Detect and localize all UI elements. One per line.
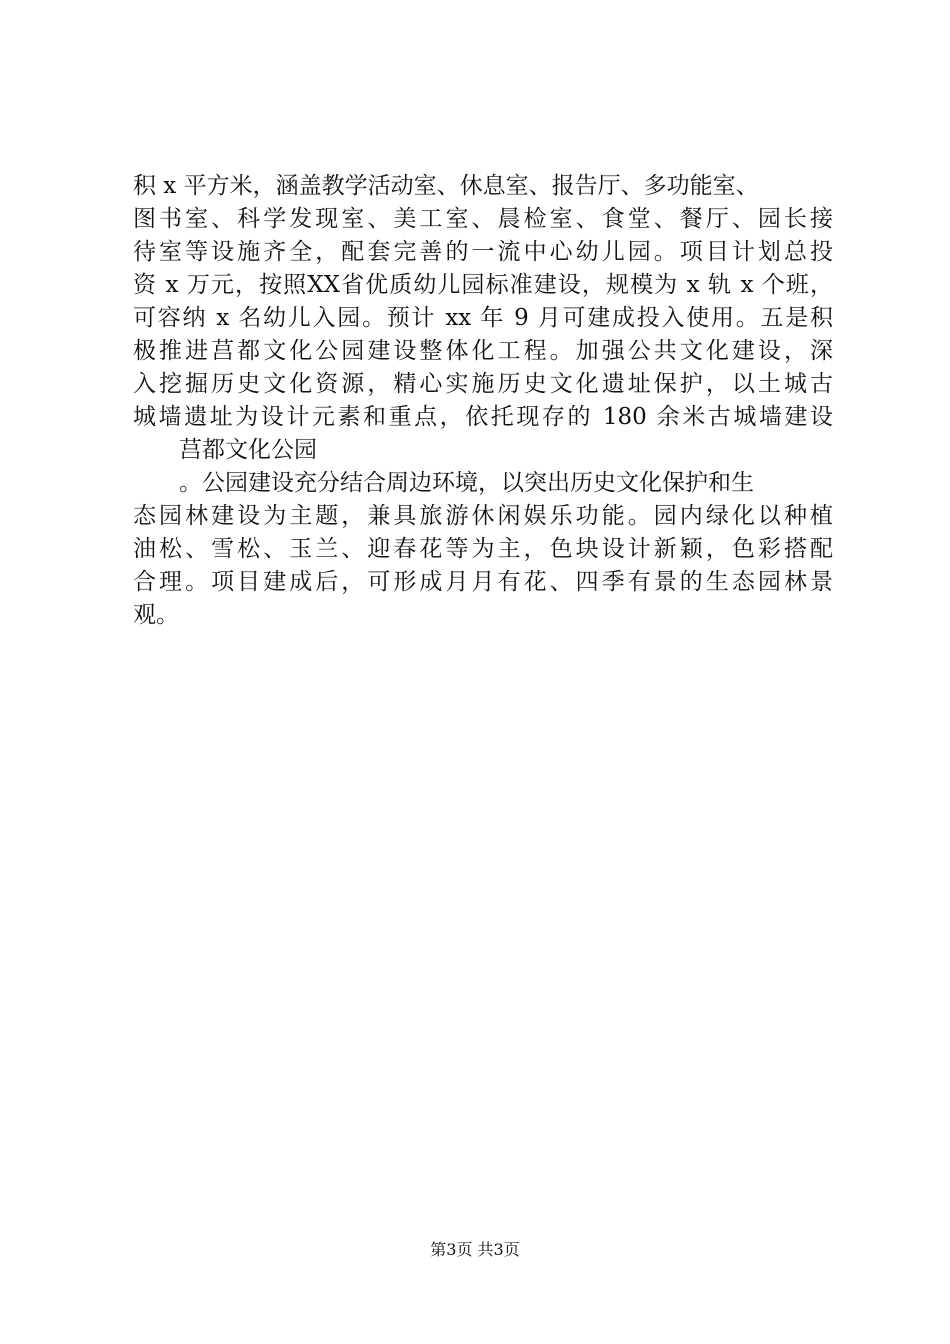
text-line: 积 x 平方米，涵盖教学活动室、休息室、报告厅、多功能室、 [133, 173, 759, 199]
text-line: 图书室、科学发现室、美工室、晨检室、食堂、餐厅、园长接 [133, 206, 833, 232]
text-line: 油松、雪松、玉兰、迎春花等为主，色块设计新颖，色彩搭配 [133, 536, 833, 562]
text-line: 。公园建设充分结合周边环境，以突出历史文化保护和生 [179, 470, 754, 496]
text-line: 城墙遗址为设计元素和重点，依托现存的 180 余米古城墙建设 [133, 404, 833, 430]
text-line: 莒都文化公园 [179, 437, 317, 463]
body-text [133, 170, 833, 632]
text-line: 态园林建设为主题，兼具旅游休闲娱乐功能。园内绿化以种植 [133, 503, 833, 529]
text-line: 极推进莒都文化公园建设整体化工程。加强公共文化建设，深 [133, 338, 833, 364]
text-line: 入挖掘历史文化资源，精心实施历史文化遗址保护，以土城古 [133, 371, 833, 397]
text-line: 可容纳 x 名幼儿入园。预计 xx 年 9 月可建成投入使用。五是积 [133, 305, 833, 331]
text-line: 待室等设施齐全，配套完善的一流中心幼儿园。项目计划总投 [133, 239, 833, 265]
page-footer: 第3页 共3页 [430, 1240, 520, 1259]
text-line: 合理。项目建成后，可形成月月有花、四季有景的生态园林景 [133, 569, 833, 595]
text-line: 观。 [133, 602, 179, 628]
text-line: 资 x 万元，按照XX省优质幼儿园标准建设，规模为 x 轨 x 个班， [133, 272, 833, 298]
